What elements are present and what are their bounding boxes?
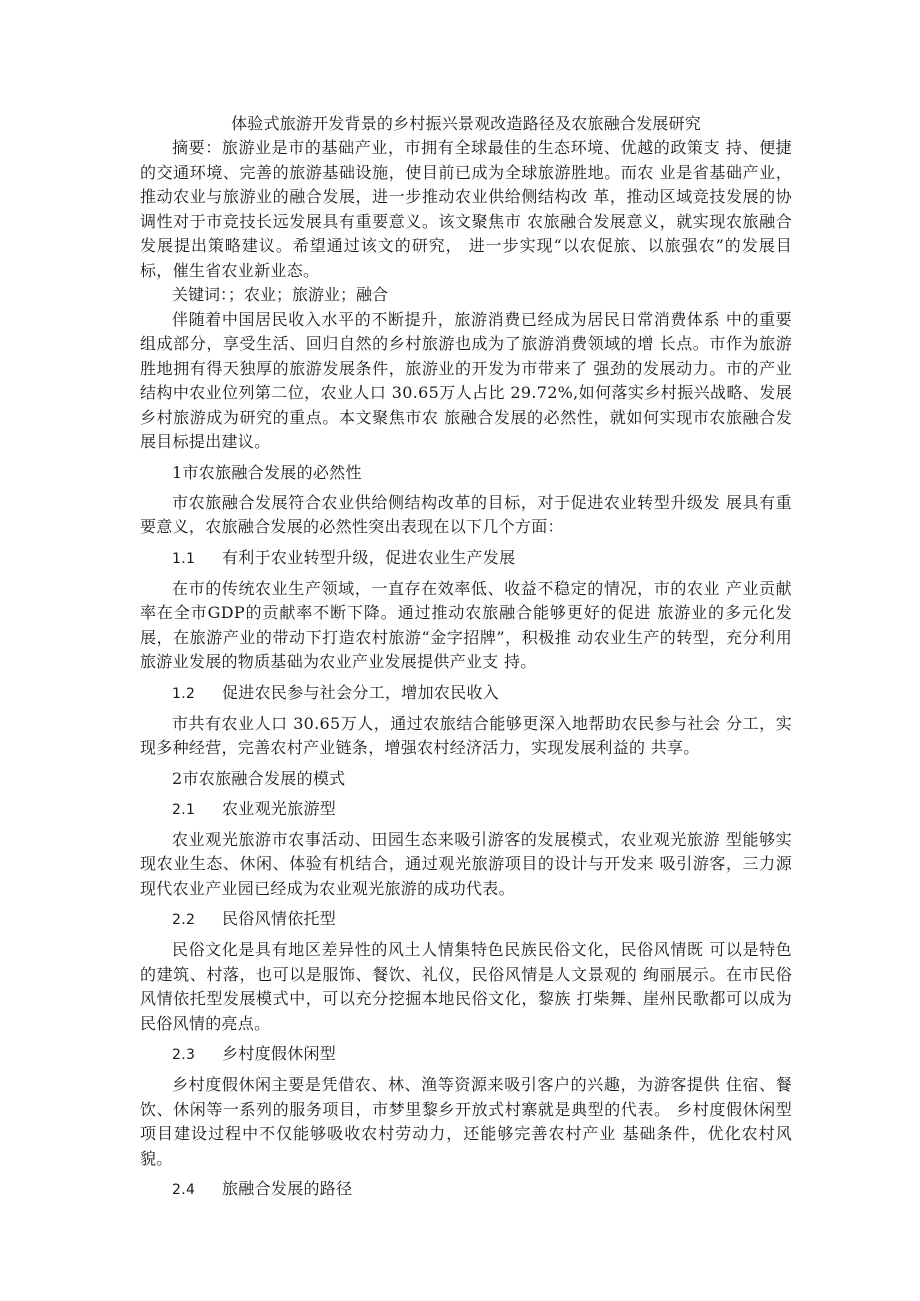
subsection-title: 促进农民参与社会分工，增加农民收入	[222, 682, 500, 702]
section-2-heading: 2市农旅融合发展的模式	[172, 768, 346, 788]
subsection-1-2-body: 市共有农业人口 30.65万人，通过农旅结合能够更深入地帮助农民参与社会 分工，实现多种经营，完善农村产业链条，增强农村经济活力，实现发展利益的 共享。	[140, 713, 792, 757]
subsection-2-3-heading	[172, 1042, 792, 1067]
subsection-1-1-body: 在市的传统农业生产领域，一直存在效率低、收益不稳定的情况，市的农业 产业贡献率在全市GDP的贡献率不断下降。通过推动农旅融合能够更好的促进 旅游业的多元化发展，在旅游产业的带动下打造农村旅游“金字招牌”，积极推 动农业生产的转型，充分利用旅游业发展的物质基础为农业产业发展提供产业支 持。	[140, 578, 792, 671]
subsection-number: 2.3	[172, 1047, 196, 1063]
subsection-2-2-body: 民俗文化是具有地区差异性的风土人情集特色民族民俗文化，民俗风情既 可以是特色的建筑、村落，也可以是服饰、餐饮、礼仪，民俗风情是人文景观的 绚丽展示。在市民俗风情依托型发展模式中，可以充分挖掘本地民俗文化，黎族 打柴舞、崖州民歌都可以成为民俗风情的亮点。	[140, 940, 792, 1033]
subsection-title: 农业观光旅游型	[222, 798, 337, 818]
document-page	[140, 112, 792, 1208]
subsection-2-1-heading	[172, 797, 792, 822]
subsection-number: 2.1	[172, 801, 196, 818]
subsection-title: 乡村度假休闲型	[222, 1044, 337, 1063]
subsection-2-3-body: 乡村度假休闲主要是凭借农、林、渔等资源来吸引客户的兴趣，为游客提供 住宿、餐饮、休闲等一系列的服务项目，市梦里黎乡开放式村寨就是典型的代表。 乡村度假休闲型项目建设过程中不仅能够吸收农村劳动力，还能够完善农村产业 基础条件，优化农村风貌。	[140, 1075, 792, 1168]
subsection-2-1-body: 农业观光旅游市农事活动、田园生态来吸引游客的发展模式，农业观光旅游 型能够实现农业生态、休闲、体验有机结合，通过观光旅游项目的设计与开发来 吸引游客，三力源现代农业产业园已经成为农业观光旅游的成功代表。	[140, 829, 792, 898]
subsection-title: 有利于农业转型升级，促进农业生产发展	[222, 547, 516, 567]
subsection-title: 民俗风情依托型	[222, 909, 337, 928]
section-1-heading: 1市农旅融合发展的必然性	[172, 462, 362, 482]
subsection-2-2-heading	[172, 907, 792, 932]
subsection-title: 旅融合发展的路径	[222, 1179, 353, 1198]
document-title: 体验式旅游开发背景的乡村振兴景观改造路径及农旅融合发展研究	[231, 114, 701, 133]
subsection-1-2-heading	[172, 681, 792, 706]
subsection-number: 1.2	[172, 685, 196, 702]
section-1-body: 市农旅融合发展符合农业供给侧结构改革的目标，对于促进农业转型升级发 展具有重要意义，农旅融合发展的必然性突出表现在以下几个方面：	[140, 492, 792, 536]
subsection-number: 1.1	[172, 550, 196, 567]
subsection-2-4-heading	[172, 1177, 792, 1202]
subsection-number: 2.2	[172, 912, 196, 928]
subsection-1-1-heading	[172, 546, 792, 571]
keywords-line: 关键词：；农业；旅游业；融合	[172, 285, 389, 304]
subsection-number: 2.4	[172, 1182, 196, 1198]
abstract-paragraph: 摘要：旅游业是市的基础产业，市拥有全球最佳的生态环境、优越的政策支 持、便捷的交通环境、完善的旅游基础设施，使目前已成为全球旅游胜地。而农 业是省基础产业，推动农业与旅游业的融合发展，进一步推动农业供给侧结构改 革，推动区域竞技发展的协调性对于市竞技长远发展具有重要意义。该文聚焦市 农旅融合发展意义，就实现农旅融合发展提出策略建议。希望通过该文的研究， 进一步实现“以农促旅、以旅强农”的发展目标，催生省农业新业态。	[140, 138, 792, 280]
intro-paragraph: 伴随着中国居民收入水平的不断提升，旅游消费已经成为居民日常消费体系 中的重要组成部分，享受生活、回归自然的乡村旅游也成为了旅游消费领域的增 长点。市作为旅游胜地拥有得天独厚的旅游发展条件，旅游业的开发为市带来了 强劲的发展动力。市的产业结构中农业位列第二位，农业人口 30.65万人占比 29.72%,如何落实乡村振兴战略、发展乡村旅游成为研究的重点。本文聚焦市农 旅融合发展的必然性，就如何实现市农旅融合发展目标提出建议。	[140, 309, 792, 451]
